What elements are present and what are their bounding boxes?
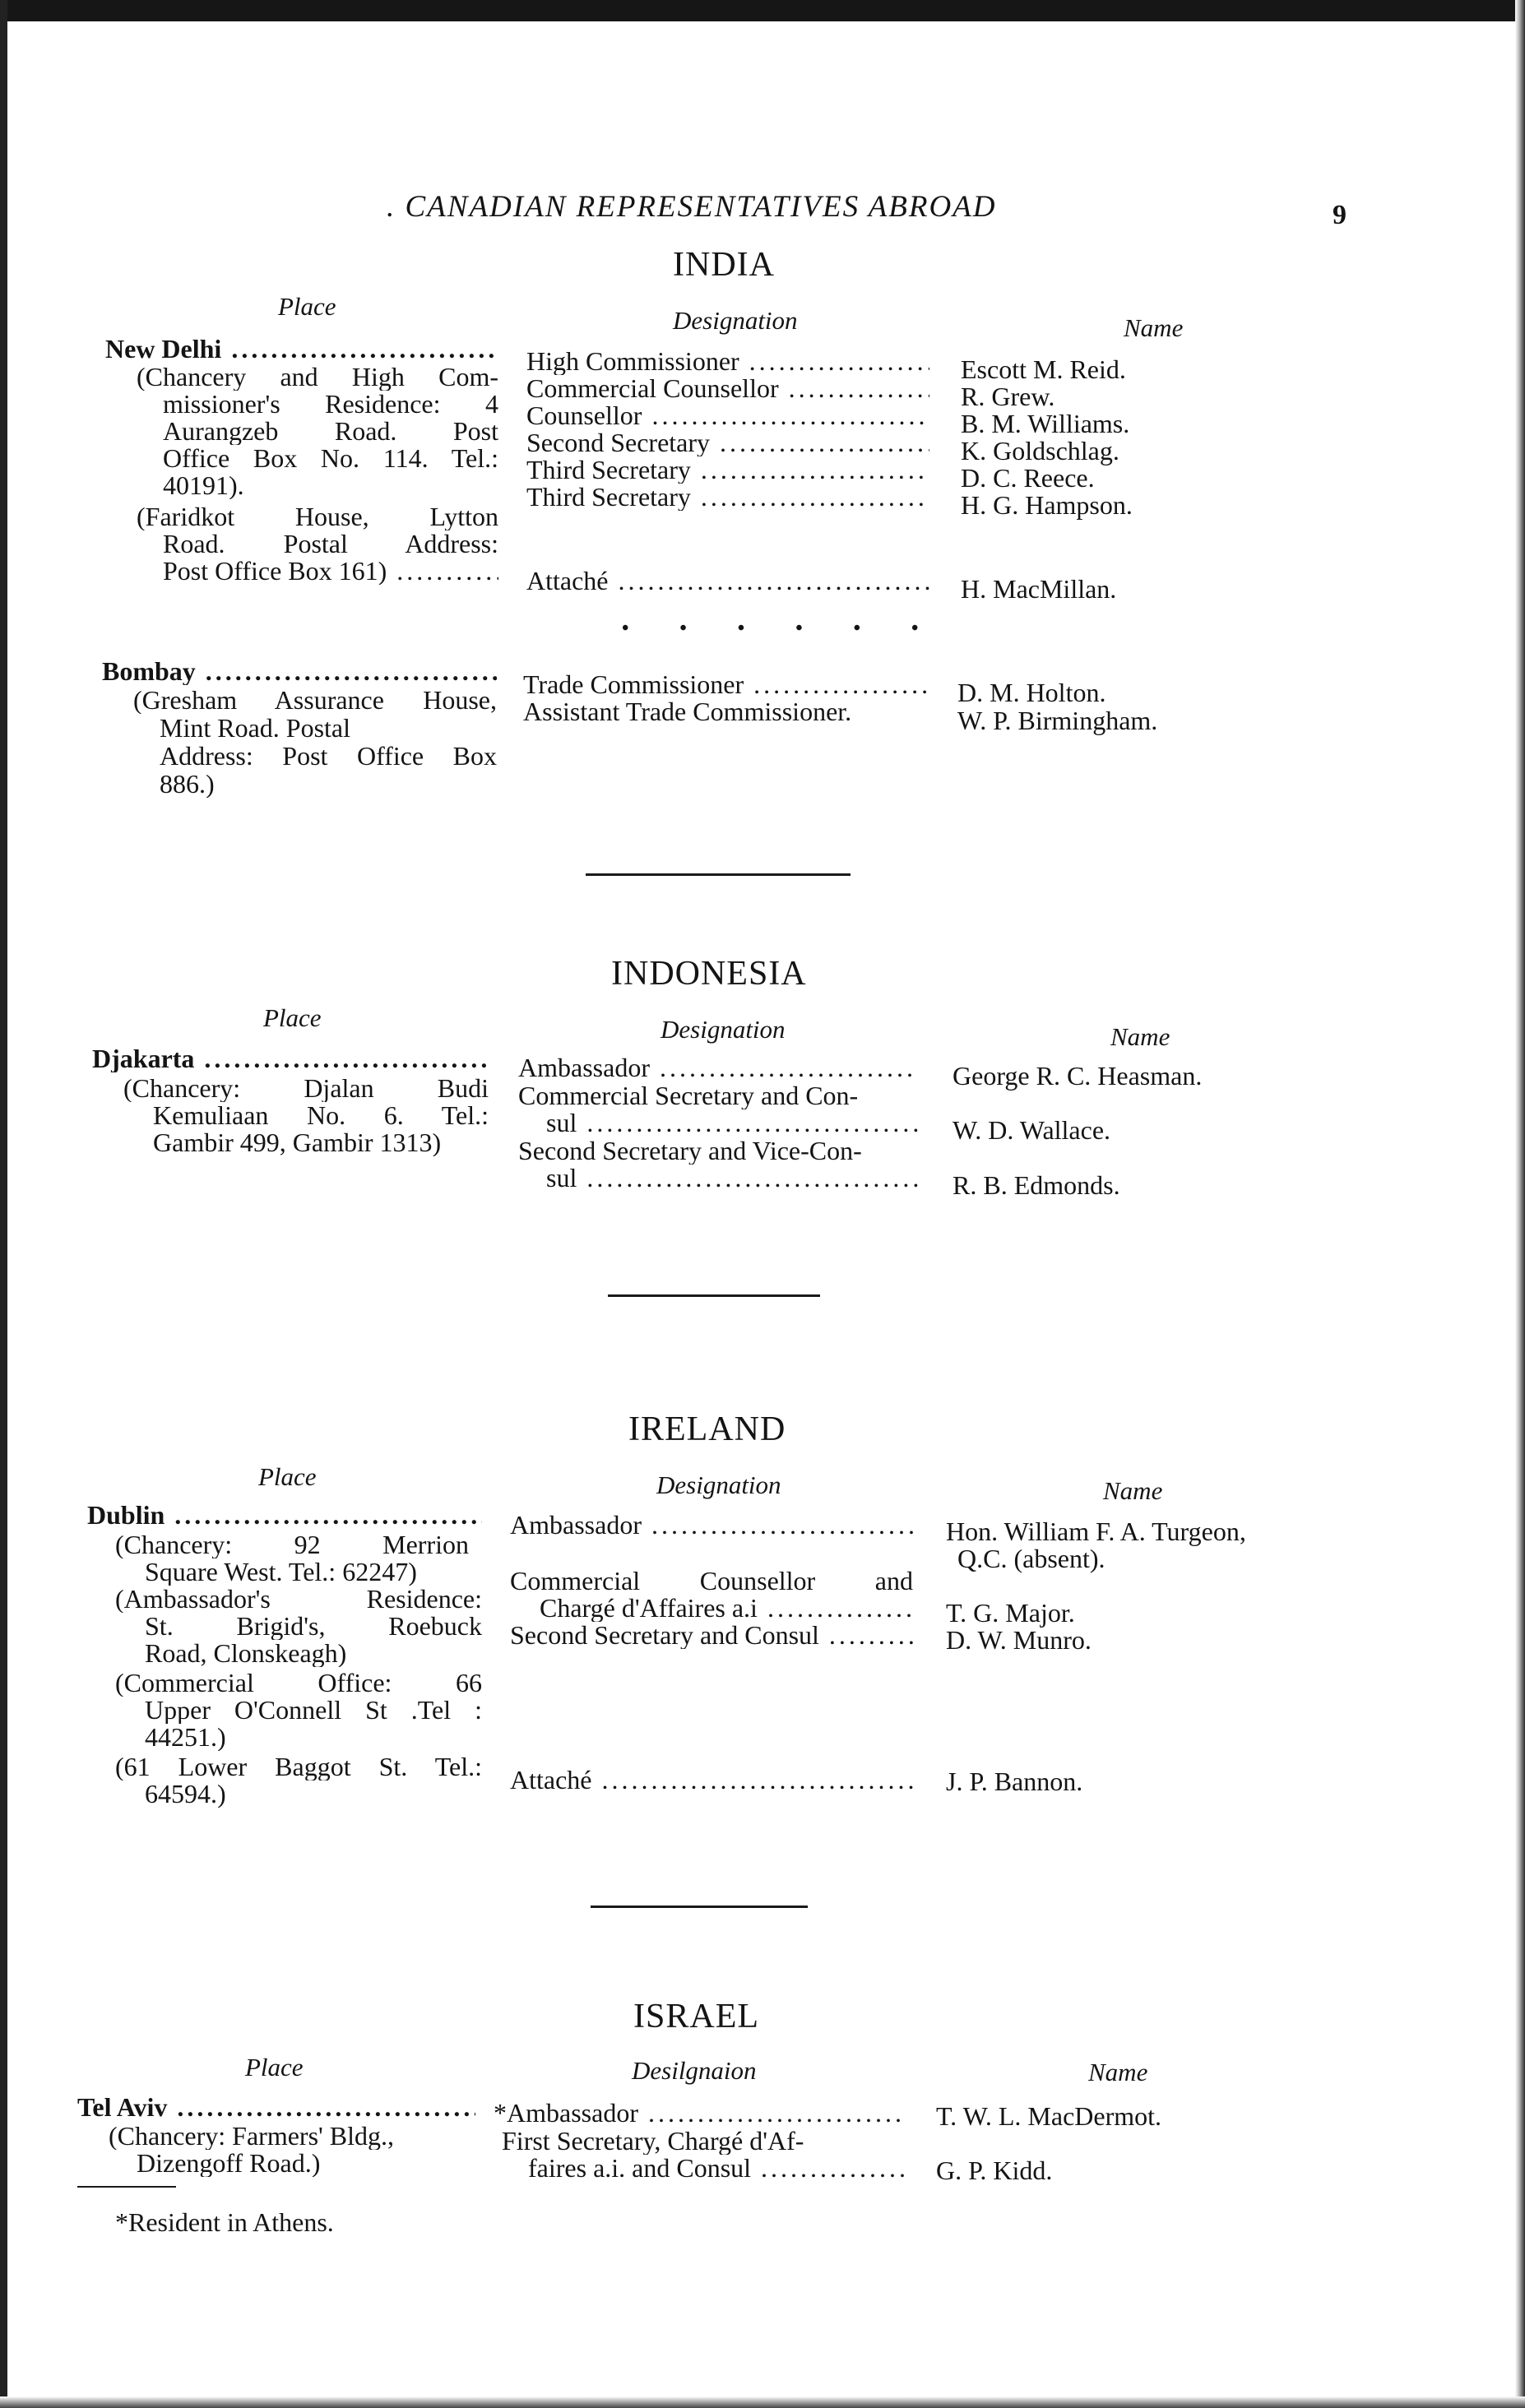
official-name: Q.C. (absent). bbox=[957, 1544, 1106, 1573]
column-header-place: Place bbox=[263, 1003, 322, 1032]
designation-entry: Chargé d'Affaires a.i ..... bbox=[540, 1595, 913, 1622]
place-address-line: 886.) bbox=[160, 771, 215, 798]
place-address-line: Square West. Tel.: 62247) bbox=[145, 1558, 417, 1586]
place-address-line: missioner's Residence: 4 bbox=[163, 391, 498, 418]
designation-entry: Attaché ..... bbox=[510, 1767, 913, 1794]
designation-entry: Trade Commissioner ..... bbox=[523, 671, 926, 698]
place-address-line: 64594.) bbox=[145, 1781, 226, 1808]
column-header-designation: Designation bbox=[656, 1470, 781, 1499]
scan-border-bottom bbox=[0, 2396, 1525, 2408]
place-city: Tel Aviv ..... bbox=[77, 2094, 475, 2121]
official-name: D. M. Holton. bbox=[957, 678, 1106, 707]
designation-entry: Third Secretary ..... bbox=[526, 456, 929, 484]
place-address-line: Office Box No. 114. Tel.: bbox=[163, 445, 498, 472]
place-city: Bombay ..... bbox=[102, 658, 497, 685]
column-header-place: Place bbox=[245, 2053, 304, 2082]
section-title: IRELAND bbox=[628, 1410, 786, 1448]
section-divider bbox=[608, 1294, 820, 1297]
place-address-line: (Ambassador's Residence: bbox=[115, 1586, 482, 1613]
scan-border-right bbox=[1515, 0, 1525, 2408]
official-name: T. W. L. MacDermot. bbox=[936, 2101, 1162, 2131]
official-name: D. W. Munro. bbox=[946, 1625, 1092, 1655]
place-address-line: (Chancery and High Com- bbox=[137, 364, 498, 391]
place-address-line: Road, Clonskeagh) bbox=[145, 1640, 347, 1667]
place-address-line: (Faridkot House, Lytton bbox=[137, 503, 498, 530]
place-address-line: Aurangzeb Road. Post bbox=[163, 418, 498, 445]
place-address-line: Dizengoff Road.) bbox=[137, 2150, 321, 2177]
column-header-place: Place bbox=[258, 1462, 317, 1491]
designation-entry: sul ..... bbox=[546, 1165, 918, 1192]
scan-border-left bbox=[0, 0, 7, 2408]
official-name: R. B. Edmonds. bbox=[953, 1170, 1120, 1200]
place-address-line: (61 Lower Baggot St. Tel.: bbox=[115, 1753, 482, 1781]
footnote-rule bbox=[77, 2186, 176, 2188]
place-address-line: (Commercial Office: 66 bbox=[115, 1669, 482, 1697]
designation-entry: Ambassador ..... bbox=[518, 1054, 918, 1081]
place-address-line: Mint Road. Postal bbox=[160, 715, 351, 742]
section-title: INDIA bbox=[673, 246, 775, 284]
place-address-line: Road. Postal Address: bbox=[163, 530, 498, 558]
column-header-designation: Desilgnaion bbox=[632, 2056, 757, 2085]
designation-entry: Ambassador ..... bbox=[510, 1512, 913, 1539]
place-city: Dublin ..... bbox=[87, 1502, 482, 1529]
official-name: W. D. Wallace. bbox=[953, 1115, 1111, 1145]
place-address-line: Gambir 499, Gambir 1313) bbox=[153, 1129, 442, 1156]
designation-entry: Third Secretary ..... bbox=[526, 484, 929, 511]
place-address-line: 40191). bbox=[163, 472, 244, 499]
official-name: Escott M. Reid. bbox=[961, 354, 1126, 384]
place-address-line: Post Office Box 161) ..... bbox=[163, 558, 498, 585]
section-title: INDONESIA bbox=[611, 955, 807, 993]
column-header-name: Name bbox=[1103, 1476, 1163, 1505]
official-name: K. Goldschlag. bbox=[961, 436, 1119, 465]
place-address-line: 44251.) bbox=[145, 1724, 226, 1751]
column-header-place: Place bbox=[278, 292, 336, 321]
running-header: . CANADIAN REPRESENTATIVES ABROAD bbox=[387, 190, 997, 224]
official-name: H. MacMillan. bbox=[961, 574, 1117, 604]
place-city: New Delhi ..... bbox=[105, 336, 498, 363]
place-address-line: Address: Post Office Box bbox=[160, 743, 497, 770]
place-address-line: (Chancery: 92 Merrion bbox=[115, 1531, 469, 1558]
column-header-name: Name bbox=[1088, 2058, 1148, 2086]
footnote: *Resident in Athens. bbox=[115, 2207, 334, 2237]
column-header-name: Name bbox=[1110, 1022, 1170, 1051]
official-name: Hon. William F. A. Turgeon, bbox=[946, 1517, 1246, 1546]
designation-entry: First Secretary, Chargé d'Af- bbox=[502, 2128, 804, 2155]
place-address-line: Kemuliaan No. 6. Tel.: bbox=[153, 1102, 489, 1129]
designation-entry: Commercial Counsellor and bbox=[510, 1568, 913, 1595]
column-header-designation: Designation bbox=[673, 306, 798, 335]
place-address-line: St. Brigid's, Roebuck bbox=[145, 1613, 482, 1640]
designation-entry: Second Secretary and Consul ..... bbox=[510, 1622, 913, 1649]
place-address-line: Upper O'Connell St .Tel : bbox=[145, 1697, 482, 1724]
scan-border-top bbox=[0, 0, 1525, 21]
section-divider bbox=[586, 873, 851, 876]
official-name: J. P. Bannon. bbox=[946, 1767, 1083, 1796]
designation-entry: Assistant Trade Commissioner. bbox=[523, 698, 852, 725]
column-header-designation: Designation bbox=[661, 1015, 786, 1044]
place-address-line: (Chancery: Farmers' Bldg., bbox=[109, 2123, 395, 2150]
designation-entry: Commercial Counsellor ..... bbox=[526, 375, 929, 402]
official-name: G. P. Kidd. bbox=[936, 2156, 1053, 2185]
section-divider bbox=[591, 1906, 808, 1908]
designation-entry: faires a.i. and Consul ..... bbox=[528, 2155, 905, 2182]
designation-entry: Second Secretary ..... bbox=[526, 429, 929, 456]
column-header-name: Name bbox=[1124, 313, 1184, 342]
designation-entry: sul ..... bbox=[546, 1109, 918, 1137]
official-name: B. M. Williams. bbox=[961, 409, 1130, 438]
designation-entry: Attaché ..... bbox=[526, 567, 929, 595]
official-name: H. G. Hampson. bbox=[961, 490, 1133, 520]
official-name: T. G. Major. bbox=[946, 1598, 1075, 1628]
designation-entry: Second Secretary and Vice-Con- bbox=[518, 1137, 862, 1165]
designation-entry: Commercial Secretary and Con- bbox=[518, 1082, 859, 1109]
entry-separator: • • • • • • bbox=[622, 618, 942, 639]
designation-entry: *Ambassador ..... bbox=[494, 2100, 905, 2127]
official-name: R. Grew. bbox=[961, 382, 1055, 411]
official-name: George R. C. Heasman. bbox=[953, 1061, 1203, 1091]
place-city: Djakarta ..... bbox=[92, 1045, 489, 1072]
official-name: W. P. Birmingham. bbox=[957, 706, 1158, 735]
designation-entry: High Commissioner ..... bbox=[526, 348, 929, 375]
designation-entry: Counsellor ..... bbox=[526, 402, 929, 429]
page-number: 9 bbox=[1333, 200, 1347, 230]
official-name: D. C. Reece. bbox=[961, 463, 1095, 493]
place-address-line: (Chancery: Djalan Budi bbox=[123, 1075, 489, 1102]
place-address-line: (Gresham Assurance House, bbox=[133, 687, 497, 714]
section-title: ISRAEL bbox=[633, 1998, 759, 2035]
